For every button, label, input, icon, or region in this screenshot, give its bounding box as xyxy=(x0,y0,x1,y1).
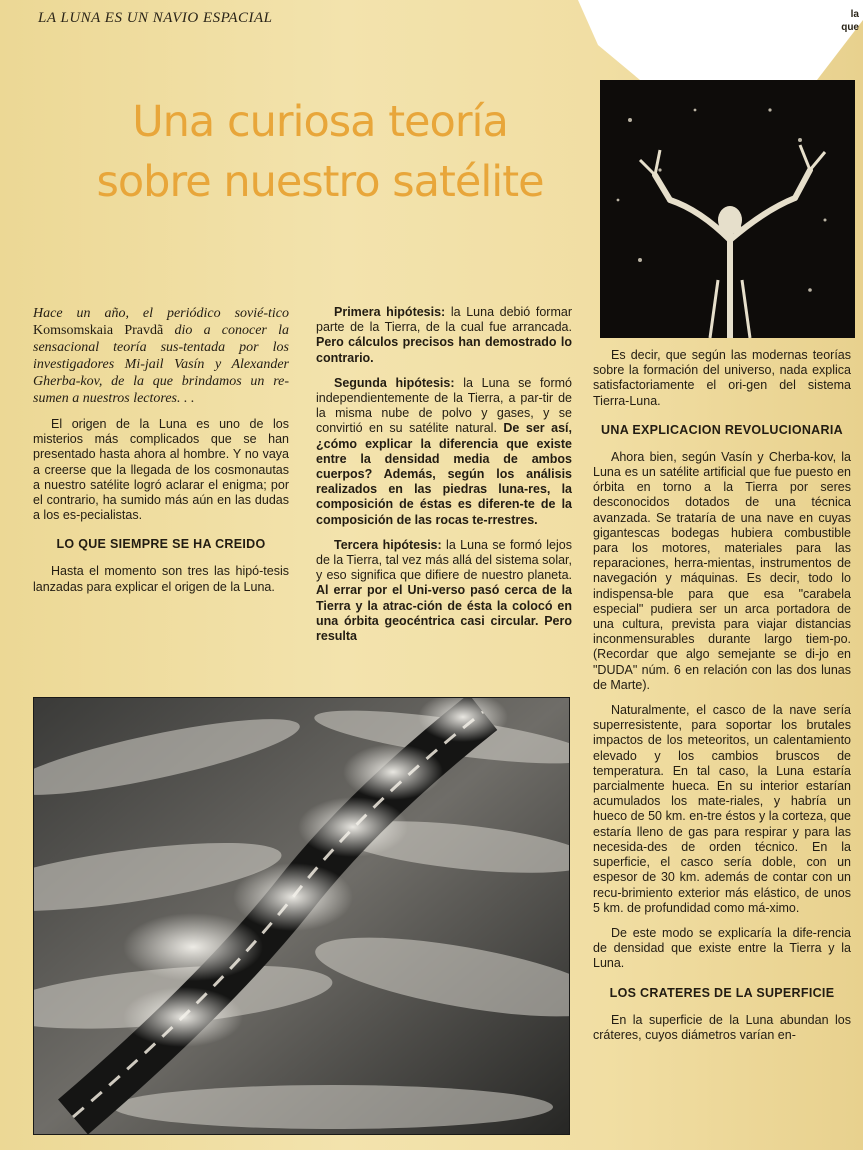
hypothesis-3 xyxy=(316,538,572,644)
column-1 xyxy=(33,305,289,605)
hypothesis-1 xyxy=(316,305,572,366)
subheading: LOS CRATERES DE LA SUPERFICIE xyxy=(609,985,835,1000)
corner-text xyxy=(841,8,859,34)
intro-text-a: Hace un año, el periódico sovié-tico xyxy=(33,306,289,321)
spaceship-photo xyxy=(33,697,570,1135)
hypothesis-bold-text: De ser así, ¿cómo explicar la diferencia que existe entre la densidad media de ambos cuerpos? Además, según los análisis realizados en las piedras luna-res, la composición de éstas es diferen-te de la composición de las rocas te-rrestres. xyxy=(316,421,572,527)
paragraph: Naturalmente, el casco de la nave sería superresistente, para soportar los brutales impactos de los meteoritos, un calentamiento elevado y los cambios bruscos de temperatura. En tal caso, la Luna estaría parcialmente hueca. En su interior estarían acumulados los mate-riales, y habría un hueco de 50 km. en-tre éstos y la corteza, que estaría lleno de gas para respirar y para las necesida-des de orden técnico. En la superficie, el casco sería doble, con un espesor de 30 km. además de contar con un recu-brimiento exterior más elástico, de unos 5 km. de profundidad como má-ximo. xyxy=(593,703,851,915)
intro-paragraph xyxy=(33,305,289,407)
section-header: LA LUNA ES UN NAVIO ESPACIAL xyxy=(38,10,273,26)
hypothesis-text: la Luna debió formar parte de la Tierra, de la cual fue arrancada. xyxy=(316,305,572,335)
intro-text-b: dio a conocer la sensacional teoría sus-tentada por los investigadores Mi-jail Vasín y Alexander Gherba-kov, de la que brindamos un re-sumen a nuestros lectores. . . xyxy=(33,323,290,406)
hypothesis-bold-text: Pero cálculos precisos han demostrado lo contrario. xyxy=(316,335,572,365)
hypothesis-text: la Luna se formó independientemente de la Tierra, a par-tir de la misma nube de polvo y gases, y se convirtió en su satélite natural. xyxy=(316,375,572,436)
hypothesis-label: Tercera hipótesis: xyxy=(334,537,442,552)
subheading: LO QUE SIEMPRE SE HA CREIDO xyxy=(56,537,266,552)
title-line-2: sobre nuestro satélite xyxy=(96,157,544,207)
hypothesis-label: Primera hipótesis: xyxy=(334,305,446,319)
paragraph: En la superficie de la Luna abundan los cráteres, cuyos diámetros varían en- xyxy=(593,1012,851,1042)
paragraph: De este modo se explicaría la dife-rencia de densidad que existe entre la Tierra y la Luna. xyxy=(593,925,851,971)
column-2 xyxy=(316,305,572,654)
alien-figure-photo xyxy=(600,80,855,338)
hypothesis-2 xyxy=(316,376,572,528)
article-title xyxy=(60,92,580,212)
paragraph: Ahora bien, según Vasín y Cherba-kov, la Luna es un satélite artificial que fue puesto en órbita en torno a la Tierra por seres desconocidos dotados de una técnica avanzada. Se trataría de una nave en cuyas gigantescas bodegas hubiera combustible para los motores, materiales para las reparaciones, herra-mientas, instrumentos de navegación y máquinas. Es decir, todo lo indispensa-ble para que esa "carabela especial" pudiera ser un arca portadora de una cultura, prevista para viajar distancias inconmensurables durante largo tiem-po. (Recordar que algo semejante se di-jo en "DUDA" núm. 6 en relación con las dos lunas de Marte). xyxy=(593,449,851,692)
hypothesis-bold-text: Al errar por el Uni-verso pasó cerca de la Tierra y la atrac-ción de ésta la colocó en una órbita geocéntrica casi circular. Pero resulta xyxy=(316,583,572,644)
hypothesis-label: Segunda hipótesis: xyxy=(334,375,455,390)
corner-word-1: la xyxy=(850,9,859,20)
paragraph: El origen de la Luna es uno de los misterios más complicados que se han presentado hasta ahora al hombre. Y no vaya a creerse que la llegada de los cosmonautas a nuestro satélite logró aclarar el enigma; por el contrario, ha sumido más aún en las dudas a los es-pecialistas. xyxy=(33,417,289,523)
paragraph: Hasta el momento son tres las hipó-tesis lanzadas para explicar el origen de la Luna. xyxy=(33,564,289,594)
hypothesis-text: la Luna se formó lejos de la Tierra, tal vez más allá del sistema solar, y eso significa que difiere de nuestro planeta. xyxy=(316,537,572,583)
title-line-1: Una curiosa teoría xyxy=(132,97,508,147)
subheading: UNA EXPLICACION REVOLUCIONARIA xyxy=(601,422,843,437)
paragraph: Es decir, que según las modernas teorías sobre la formación del universo, nada explica satisfactoriamente el ori-gen del sistema Tierra-Luna. xyxy=(593,348,851,408)
newspaper-name: Komsomskaia Pravdã xyxy=(33,323,164,338)
corner-word-2: que xyxy=(841,22,859,33)
column-3 xyxy=(593,348,851,1053)
